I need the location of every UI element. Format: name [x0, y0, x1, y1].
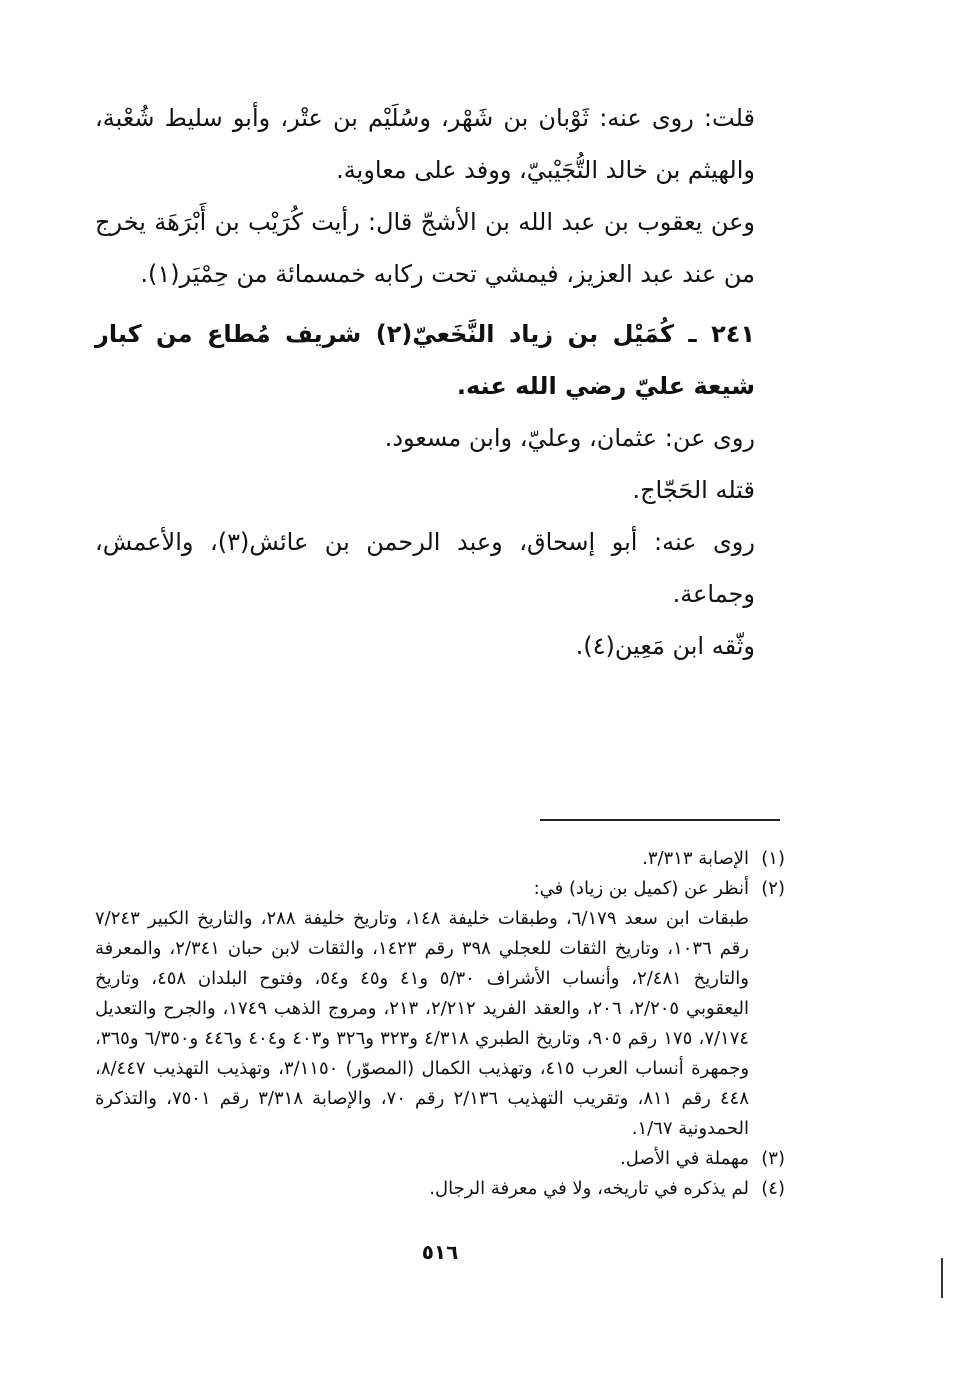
footnote-number: (٤)	[761, 1178, 785, 1199]
footnote-text: لم يذكره في تاريخه، ولا في معرفة الرجال.	[429, 1178, 749, 1199]
footnote-1	[95, 844, 785, 874]
killed-by-line: قتله الحَجّاج.	[632, 476, 755, 504]
paragraph-kurayb: وعن يعقوب بن عبد الله بن الأشجّ قال: رأيت كُرَيْب بن أَبْرَهَة يخرج من عند عبد العزيز، فيمشي تحت ركابه خمسمائة من حِمْيَر(١).	[95, 208, 755, 288]
entry-number: ٢٤١ ـ	[688, 320, 756, 348]
footnote-2	[95, 874, 785, 904]
biography-entry-heading	[95, 308, 795, 412]
footnote-2-sources: طبقات ابن سعد ٦/١٧٩، وطبقات خليفة ١٤٨، وتاريخ خليفة ٢٨٨، والتاريخ الكبير ٧/٢٤٣ رقم ١٠٣٦، وتاريخ الثقات للعجلي ٣٩٨ رقم ١٤٢٣، والثقات لابن حبان ٢/٣٤١، والمعرفة والتاريخ ٢/٤٨١، وأنساب الأشراف ٥/٣٠ و٤١ و٤٥ و٥٤، وفتوح البلدان ٤٥٨، وتاريخ اليعقوبي ٢/٢٠٥، ٢٠٦، والعقد الفريد ٢/٢١٢، ٢١٣، ومروج الذهب ١٧٤٩، والجرح والتعديل ٧/١٧٤، ١٧٥ رقم ٩٠٥، وتاريخ الطبري ٤/٣١٨ و٣٢٣ و٣٢٦ و٤٠٣ و٤٠٤ و٤٤٦ و٦/٣٥٠ و٣٦٥، وجمهرة أنساب العرب ٤١٥، وتهذيب الكمال (المصوّر) ٣/١١٥٠، وتهذيب التهذيب ٨/٤٤٧، ٤٤٨ رقم ٨١١، وتقريب التهذيب ٢/١٣٦ رقم ٧٠، والإصابة ٣/٣١٨ رقم ٧٥٠١، والتذكرة الحمدونية ١/٦٧.	[95, 908, 750, 1139]
entry-description: شريف مُطاع من كبار شيعة عليّ رضي الله عنه.	[95, 320, 755, 400]
entry-name: كُمَيْل بن زياد النَّخَعيّ(٢)	[375, 320, 674, 348]
narrated-by-line: روى عنه: أبو إسحاق، وعبد الرحمن بن عائش(٣)، والأعمش، وجماعة.	[95, 528, 755, 608]
footnote-number: (١)	[761, 848, 785, 869]
main-text	[95, 92, 795, 672]
footnote-text: أنظر عن (كميل بن زياد) في:	[533, 878, 749, 899]
margin-mark	[941, 1258, 943, 1298]
page-number: ٥١٦	[421, 1240, 459, 1264]
footnote-number: (٣)	[761, 1148, 785, 1169]
footnotes	[95, 844, 785, 1204]
footnote-number: (٢)	[761, 878, 785, 899]
trustworthy-line: وثّقه ابن مَعِين(٤).	[575, 632, 755, 660]
footnote-3	[95, 1144, 785, 1174]
footnote-text: الإصابة ٣/٣١٣.	[642, 848, 749, 869]
footnote-4	[95, 1174, 785, 1204]
footnote-separator	[540, 819, 780, 821]
paragraph-narrators: قلت: روى عنه: ثَوْبان بن شَهْر، وسُلَيْم بن عتْر، وأبو سليط شُعْبة، والهيثم بن خالد التُّجَيْبيّ، ووفد على معاوية.	[95, 104, 755, 184]
footnote-text: مهملة في الأصل.	[620, 1148, 749, 1169]
narrated-from-line: روى عن: عثمان، وعليّ، وابن مسعود.	[384, 424, 755, 452]
